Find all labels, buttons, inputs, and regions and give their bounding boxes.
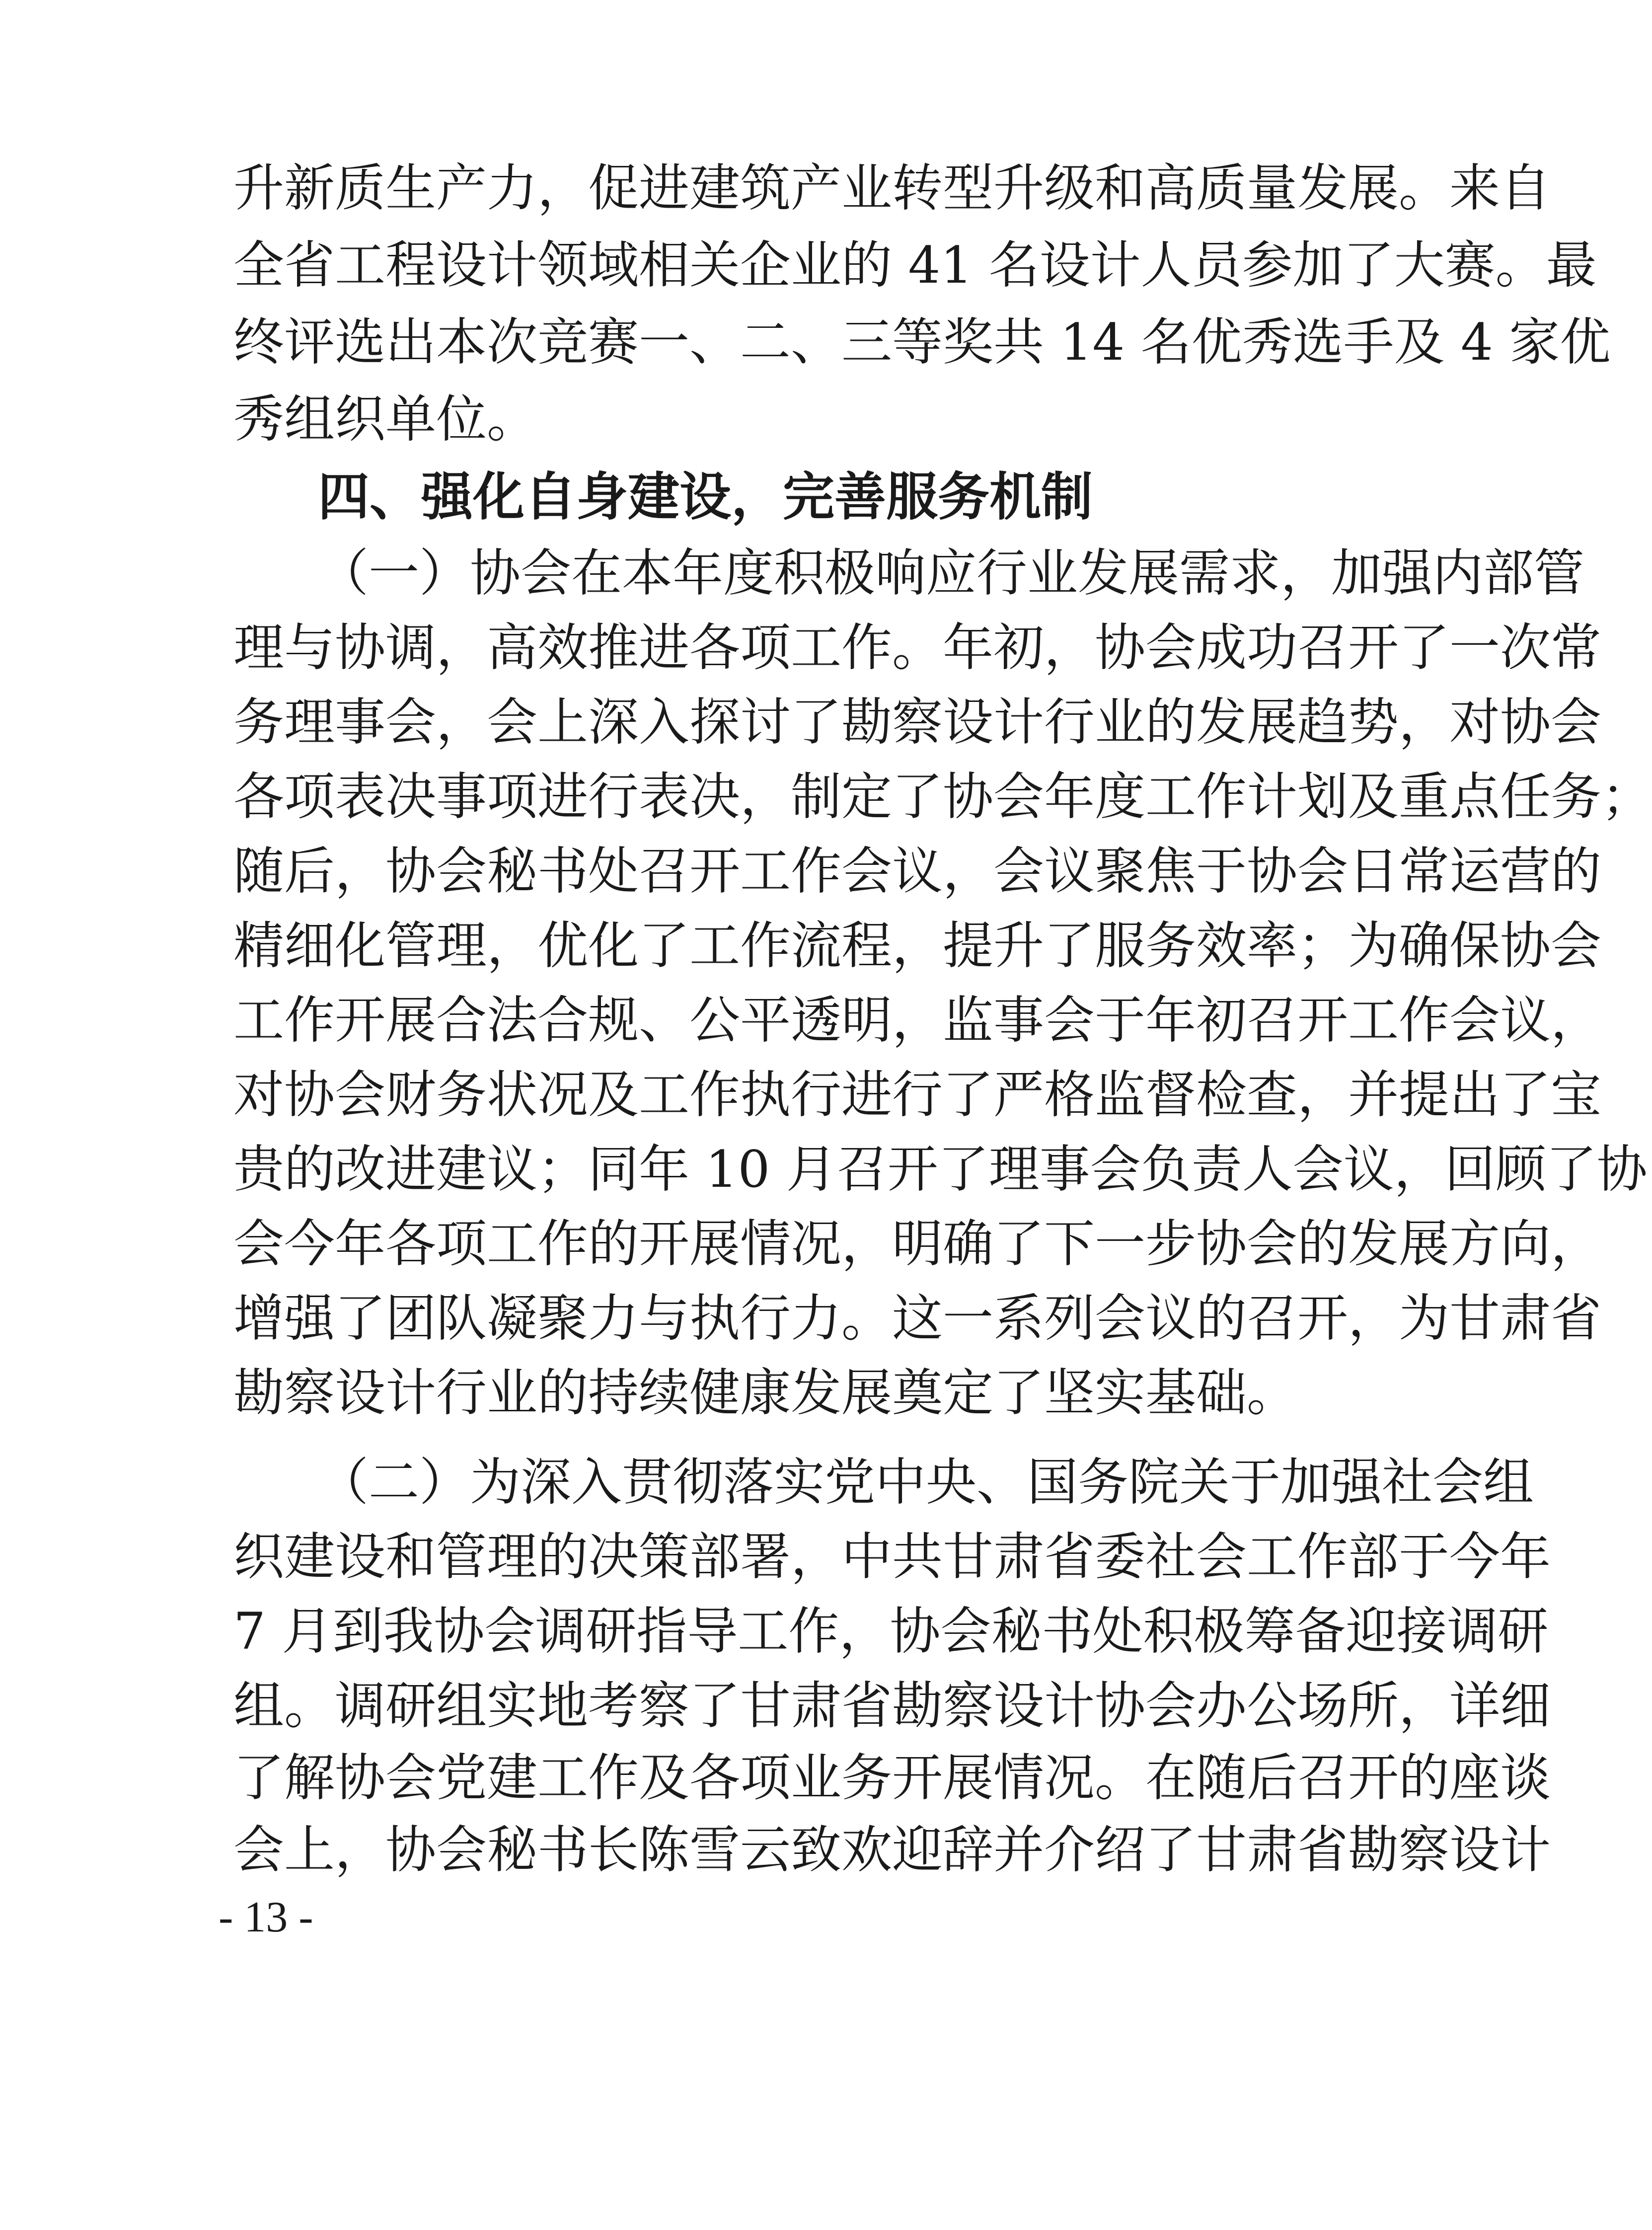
paragraph-2-line-5: 随后，协会秘书处召开工作会议，会议聚焦于协会日常运营的: [233, 842, 1601, 901]
paragraph-2-line-4: 各项表决事项进行表决，制定了协会年度工作计划及重点任务；: [233, 768, 1652, 827]
paragraph-2-line-9: 贵的改进建议；同年 10 月召开了理事会负责人会议，回顾了协: [233, 1140, 1648, 1199]
paragraph-1-line-1: 升新质生产力，促进建筑产业转型升级和高质量发展。来自: [233, 159, 1551, 218]
paragraph-3-line-1: （二）为深入贯彻落实党中央、国务院关于加强社会组: [318, 1453, 1534, 1512]
paragraph-1-line-3: 终评选出本次竞赛一、二、三等奖共 14 名优秀选手及 4 家优: [233, 313, 1611, 372]
paragraph-2-line-10: 会今年各项工作的开展情况，明确了下一步协会的发展方向，: [233, 1215, 1601, 1274]
paragraph-1-line-4: 秀组织单位。: [233, 390, 537, 449]
paragraph-2-line-2: 理与协调，高效推进各项工作。年初，协会成功召开了一次常: [233, 618, 1601, 678]
paragraph-3-line-4: 组。调研组实地考察了甘肃省勘察设计协会办公场所，详细: [233, 1677, 1551, 1736]
paragraph-2-line-6: 精细化管理，优化了工作流程，提升了服务效率；为确保协会: [233, 917, 1601, 976]
paragraph-3-line-3: 7 月到我协会调研指导工作，协会秘书处积极筹备迎接调研: [233, 1602, 1549, 1661]
paragraph-3-line-2: 织建设和管理的决策部署，中共甘肃省委社会工作部于今年: [233, 1528, 1551, 1587]
paragraph-3-line-6: 会上，协会秘书长陈雪云致欢迎辞并介绍了甘肃省勘察设计: [233, 1821, 1551, 1880]
paragraph-3-line-5: 了解协会党建工作及各项业务开展情况。在随后召开的座谈: [233, 1749, 1551, 1808]
paragraph-2-line-1: （一）协会在本年度积极响应行业发展需求，加强内部管: [318, 544, 1584, 603]
paragraph-2-line-7: 工作开展合法合规、公平透明，监事会于年初召开工作会议，: [233, 991, 1601, 1050]
paragraph-2-line-3: 务理事会，会上深入探讨了勘察设计行业的发展趋势，对协会: [233, 693, 1601, 752]
paragraph-1-line-2: 全省工程设计领域相关企业的 41 名设计人员参加了大赛。最: [233, 236, 1597, 295]
page-number: - 13 -: [219, 1893, 313, 1941]
paragraph-2-line-12: 勘察设计行业的持续健康发展奠定了坚实基础。: [233, 1364, 1297, 1423]
paragraph-2-line-8: 对协会财务状况及工作执行进行了严格监督检查，并提出了宝: [233, 1066, 1601, 1125]
section-heading: 四、强化自身建设，完善服务机制: [318, 466, 1093, 527]
paragraph-2-line-11: 增强了团队凝聚力与执行力。这一系列会议的召开，为甘肃省: [233, 1289, 1601, 1348]
